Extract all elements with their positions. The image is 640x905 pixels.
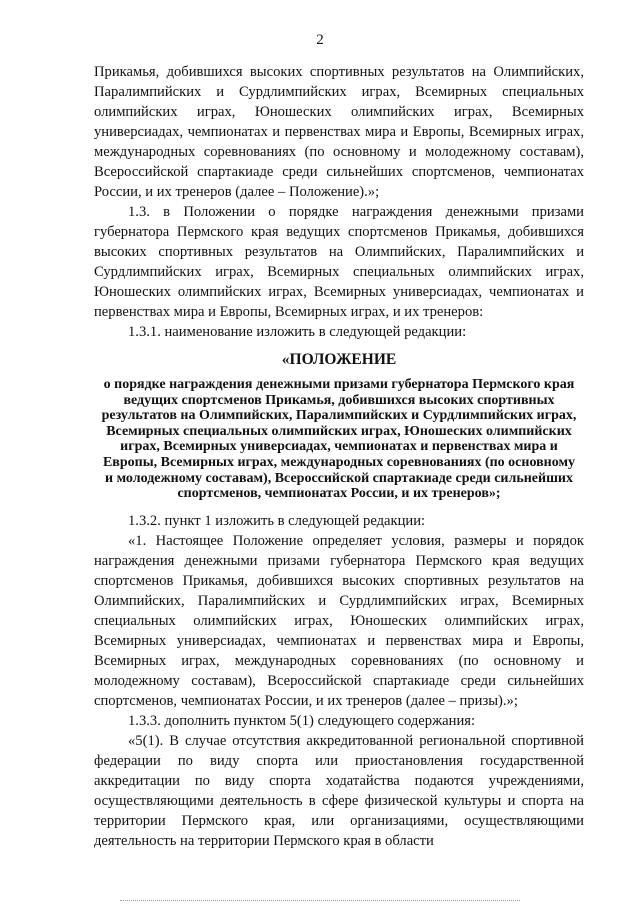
- document-body: [94, 62, 584, 851]
- regulation-subtitle: о порядке награждения денежными призами губернатора Пермского края ведущих спортсменов Прикамья, добившихся высоких спортивных результатов на Олимпийских, Паралимпийских и Сурдлимпийских играх, Всемирных специальных олимпийских играх, Юношеских олимпийских играх, Всемирных универсиадах, чемпионатах и первенствах мира и Европы, Всемирных играх, международных соревнованиях (по основному и молодежному составам), Всероссийской спартакиаде среди сильнейших спортсменов, чемпионатах России, и их тренеров»;: [101, 377, 577, 502]
- page-number: 2: [316, 32, 324, 48]
- paragraph-1-3-3: 1.3.3. дополнить пунктом 5(1) следующего содержания:: [128, 712, 476, 729]
- regulation-title: «ПОЛОЖЕНИЕ: [281, 351, 397, 368]
- paragraph-clause-5-1: «5(1). В случае отсутствия аккредитованной региональной спортивной федерации по виду спорта или приостановления государственной аккредитации по виду спорта ходатайства подаются учреждениями, осуществляющими деятельность в сфере физической культуры и спорта на территории Пермского края, или организациями, осуществляющими деятельность на территории Пермского края в области: [94, 732, 584, 849]
- footer-divider: [120, 900, 520, 901]
- paragraph-1-3-2: 1.3.2. пункт 1 изложить в следующей редакции:: [128, 512, 426, 529]
- paragraph-clause-1: «1. Настоящее Положение определяет условия, размеры и порядок награждения денежными призами губернатора Пермского края ведущих спортсменов Прикамья, добившихся высоких спортивных результатов на Олимпийских, Паралимпийских и Сурдлимпийских играх, Всемирных специальных олимпийских играх, Юношеских олимпийских играх, Всемирных универсиадах, чемпионатах и первенствах мира и Европы, Всемирных играх, международных соревнованиях (по основному и молодежному составам), Всероссийской спартакиаде среди сильнейших спортсменов, чемпионатах России, и их тренеров (далее – призы).»;: [94, 532, 584, 709]
- paragraph-1-3-1: 1.3.1. наименование изложить в следующей редакции:: [128, 324, 467, 340]
- paragraph-1-3: 1.3. в Положении о порядке награждения денежными призами губернатора Пермского края ведущих спортсменов Прикамья, добившихся высоких спортивных результатов на Олимпийских, Паралимпийских и Сурдлимпийских играх, Всемирных специальных олимпийских играх, Юношеских олимпийских играх, Всемирных универсиадах, чемпионатах и первенствах мира и Европы, Всемирных играх, и их тренеров:: [94, 204, 584, 320]
- paragraph-1: Прикамья, добившихся высоких спортивных результатов на Олимпийских, Паралимпийских и Сурдлимпийских играх, Всемирных специальных олимпийских играх, Юношеских олимпийских играх, Всемирных универсиадах, чемпионатах и первенствах мира и Европы, Всемирных играх, международных соревнованиях (по основному и молодежному составам), Всероссийской спартакиаде среди сильнейших спортсменов, чемпионатах России, и их тренеров (далее – Положение).»;: [94, 64, 584, 200]
